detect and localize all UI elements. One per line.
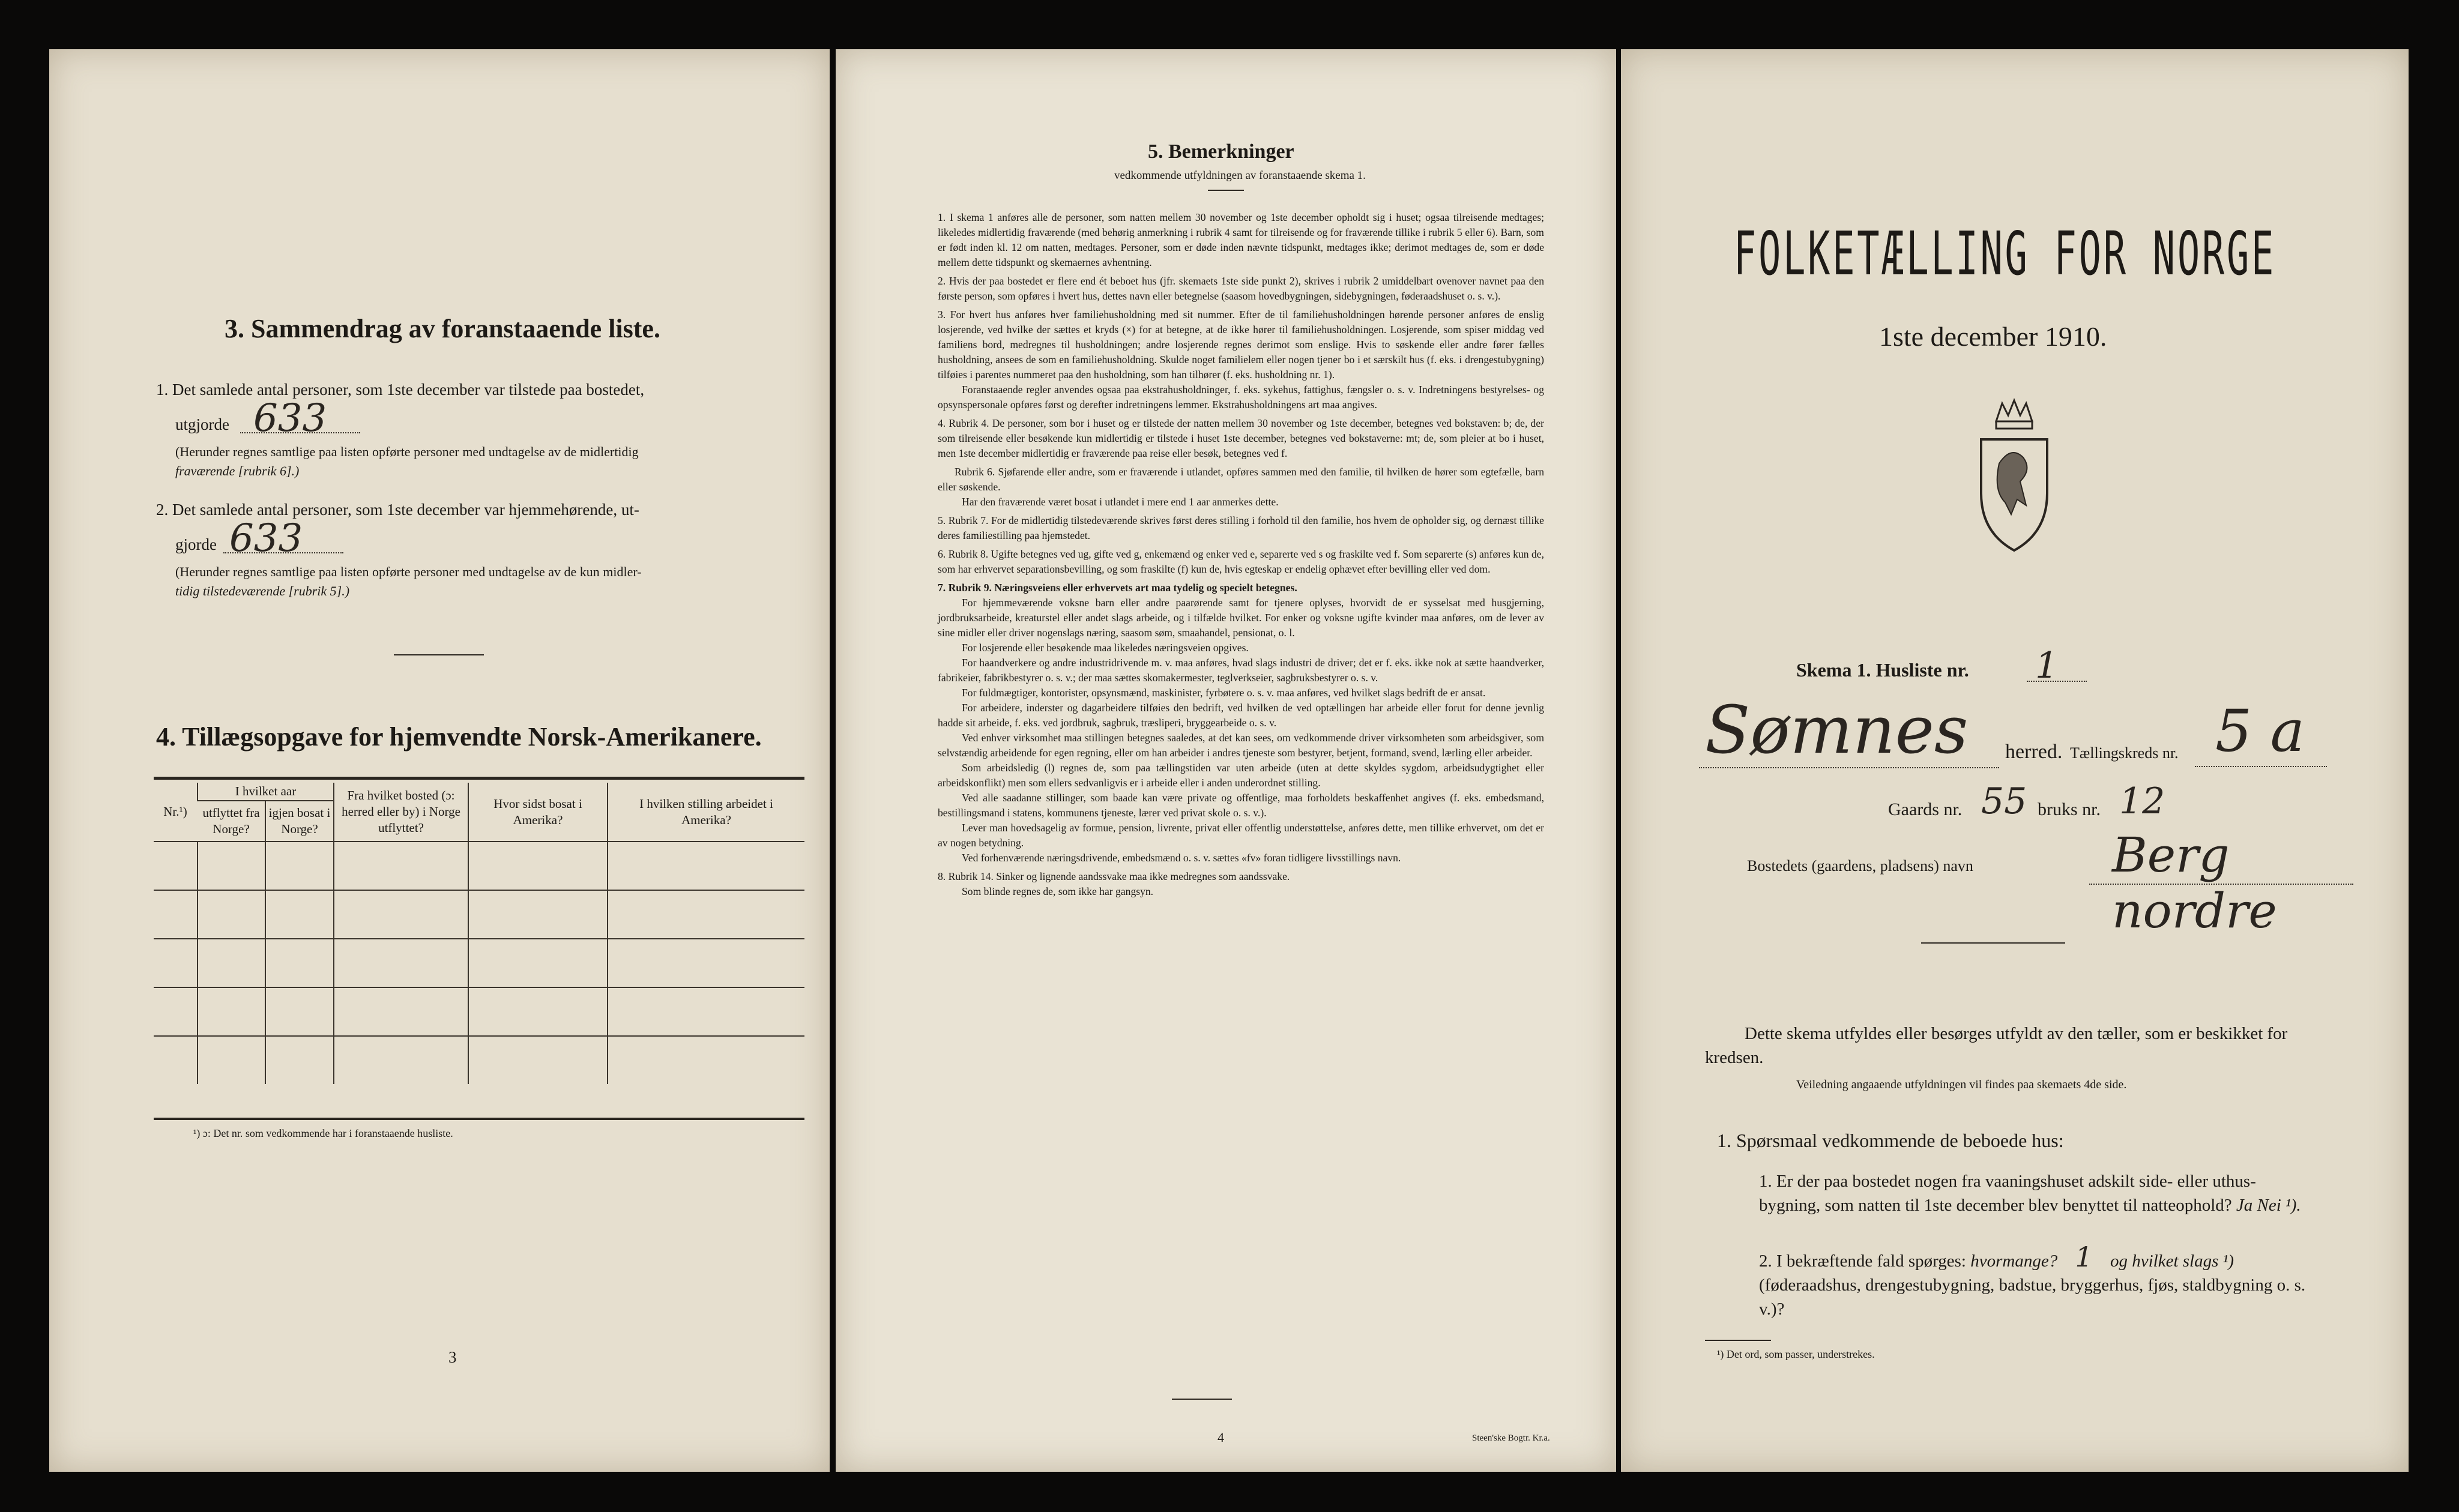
item1-utgjorde: utgjorde	[175, 415, 229, 433]
norsk-amerikanere-table	[154, 783, 804, 1084]
herred-value: Sømnes	[1705, 691, 1969, 768]
para-4b: Rubrik 6. Sjøfarende eller andre, som er fraværende i utlandet, opføres sammen med den familie, til hvilken de hører som egtefælle, barn eller søskende.	[938, 466, 1544, 493]
page-number: 3	[448, 1348, 457, 1366]
footnote: ¹) ɔ: Det nr. som vedkommende har i foranstaaende husliste.	[193, 1127, 453, 1139]
section4-title: 4. Tillægsopgave for hjemvendte Norsk-Amerikanere.	[156, 722, 762, 751]
herred-label: herred.	[2005, 741, 2063, 763]
bosted-label: Bostedets (gaardens, pladsens) navn	[1747, 857, 1973, 875]
para-7b: For losjerende eller besøkende maa likeledes næringsveien opgives.	[962, 642, 1249, 654]
item2-note2: tidig tilstedeværende [rubrik 5].)	[175, 583, 350, 598]
item1-note1: (Herunder regnes samtlige paa listen opførte personer med undtagelse av de midlertidig	[175, 444, 639, 459]
herred-dotline	[1699, 767, 1999, 768]
title-divider	[1208, 190, 1244, 191]
table-top-rule	[154, 777, 804, 780]
intro-note: Veiledning angaaende utfyldningen vil findes paa skemaets 4de side.	[1796, 1078, 2127, 1091]
gaards-value: 55	[1981, 780, 2027, 822]
para-7c: For haandverkere og andre industridrivende m. v. maa anføres, hvad slags industri de driver; det er f. eks. ikke nok at sætte haandverker, fabrikeier, fabrikbestyrer o. s. v.; der maa sættes skomakermester, teglverkseier, sagbruksbestyrer o. s. v.	[938, 657, 1544, 684]
bruks-value: 12	[2119, 780, 2165, 822]
kreds-dotline	[2195, 766, 2327, 767]
col-hvor: Hvor sidst bosat i Amerika?	[468, 783, 608, 842]
para-5: 5. Rubrik 7. For de midlertidig tilstedeværende skrives først deres stilling i forhold til den familie, hos hvem de opholder sig, og dernæst tillike deres familiestilling paa hjemstedet.	[938, 514, 1544, 541]
q1-2-text: 2. I bekræftende fald spørges:	[1759, 1251, 1966, 1271]
footnote-rule	[1705, 1340, 1771, 1341]
para-7i: Lever man hovedsagelig av formue, pension, livrente, privat eller offentlig understøttelse, anføres dette, men tillike erhvervet, om det er av nogen betydning.	[938, 822, 1544, 849]
q1-2-options: (føderaadshus, drengestubygning, badstue, bryggerhus, fjøs, staldbygning o. s. v.)?	[1759, 1276, 2306, 1319]
husliste-nr-value: 1	[2035, 645, 2059, 687]
col-fra: Fra hvilket bosted (ɔ: herred eller by) i Norge utflyttet?	[334, 783, 468, 842]
section3-title: 3. Sammendrag av foranstaaende liste.	[225, 314, 660, 343]
para-7j: Ved forhenværende næringsdrivende, embedsmænd o. s. v. sættes «fv» foran tidligere livsstillings navn.	[962, 852, 1401, 864]
q1-1	[1759, 1169, 2311, 1217]
printer-mark: Steen'ske Bogtr. Kr.a.	[1472, 1433, 1550, 1443]
skema-line: Skema 1. Husliste nr.	[1796, 659, 1969, 681]
husliste-dotline	[2027, 681, 2087, 682]
table-row	[154, 842, 804, 890]
item2-note1: (Herunder regnes samtlige paa listen opførte personer med undtagelse av de kun midler-	[175, 564, 642, 579]
q1-1-answer: Ja Nei ¹).	[2236, 1196, 2301, 1215]
para-1: 1. I skema 1 anføres alle de personer, som natten mellem 30 november og 1ste december opholdt sig i huset; ogsaa tilreisende medtages; likeledes midlertidig fraværende (med behørig anmerkning i rubrik 4 samt for tilreisende og for fraværende tillike i rubrik 5 eller 6). Barn, som er født inden kl. 12 om natten, medtages. Personer, som er døde inden nævnte tidspunkt, medtages ikke; derimot medtages de, som er døde mellem dette tidspunkt og skemaernes avhentning.	[938, 211, 1544, 268]
para-3b: Foranstaaende regler anvendes ogsaa paa ekstrahusholdninger, f. eks. sykehus, fattighus, fængsler o. s. v. Indretningens bestyrelses- og opsynspersonale opføres først og derefter indretningens lemmer. Ekstrahusholdningens art maa angives.	[938, 384, 1544, 411]
bosted-dotline	[2089, 884, 2353, 885]
col-stilling: I hvilken stilling arbeidet i Amerika?	[608, 783, 804, 842]
coat-of-arms-icon	[1969, 397, 2059, 553]
para-6: 6. Rubrik 8. Ugifte betegnes ved ug, gifte ved g, enkemænd og enker ved e, separerte ved s og fraskilte ved f. Som separerte (s) anføres kun de, som har erhvervet separationsbevilling, og som fraskilte (f) kun de, hvis egteskap er endelig ophævet efter bevilling eller ved dom.	[938, 548, 1544, 575]
bottom-divider	[1172, 1399, 1232, 1400]
para-7: 7. Rubrik 9. Næringsveiens eller erhvervets art maa tydelig og specielt betegnes.	[938, 582, 1297, 594]
q1-2-hvormange: hvormange?	[1970, 1251, 2058, 1271]
item2-label: 2. Det samlede antal personer, som 1ste december var hjemmehørende, ut-	[156, 501, 639, 519]
q1-1-text: 1. Er der paa bostedet nogen fra vaaningshuset adskilt side- eller uthus-bygning, som natten til 1ste december blev benyttet til natteophold?	[1759, 1172, 2256, 1215]
page-3	[49, 49, 830, 1472]
item1-value: 633	[253, 396, 327, 441]
table-row	[154, 1036, 804, 1084]
table-bottom-rule	[154, 1118, 804, 1120]
bemerkninger-title: 5. Bemerkninger	[1148, 140, 1294, 163]
census-date: 1ste december 1910.	[1879, 321, 2107, 352]
para-4c: Har den fraværende været bosat i utlandet i mere end 1 aar anmerkes dette.	[962, 496, 1279, 508]
para-7h: Ved alle saadanne stillinger, som baade kan være private og offentlige, maa forholdets beskaffenhet angives (f. eks. embedsmand, bestillingsmand i statens, kommunens tjeneste, lærer ved privat skole o. s. v.).	[938, 792, 1544, 819]
para-8b: Som blinde regnes de, som ikke har gangsyn.	[962, 885, 1154, 897]
kreds-label: Tællingskreds nr.	[2070, 744, 2179, 762]
page-4	[836, 49, 1616, 1472]
bruks-label: bruks nr.	[2038, 800, 2101, 819]
main-title: FOLKETÆLLING FOR NORGE	[1734, 218, 2276, 289]
para-7e: For arbeidere, inderster og dagarbeidere tilføies den bedrift, ved hvilken de ved optællingen har arbeide eller forut for denne jevnlig hadde sit arbeide, f. eks. ved jordbruk, sagbruk, træsliperi, bryggearbeide o. s. v.	[938, 702, 1544, 729]
col-group-aar: I hvilket aar	[198, 783, 334, 801]
q1-2	[1759, 1241, 2311, 1321]
para-7g: Som arbeidsledig (l) regnes de, som paa tællingstiden var uten arbeide (uten at dette skyldes sygdom, arbeidsudygtighet eller arbeidskonflikt) men som ellers sedvanligvis er i arbeide eller i anden underordnet stilling.	[938, 762, 1544, 789]
q1-2-hvilket: og hvilket slags ¹)	[2110, 1251, 2234, 1271]
col-nr: Nr.¹)	[154, 783, 198, 842]
bemerkninger-body	[938, 210, 1544, 899]
kreds-value: 5 a	[2215, 697, 2305, 765]
para-2: 2. Hvis der paa bostedet er flere end ét beboet hus (jfr. skemaets 1ste side punkt 2), skrives i rubrik 2 umiddelbart ovenover navnet paa den første person, som opføres i hvert hus, dettes navn eller betegnelse (saasom hovedbygningen, sidebygningen, føderaadshuset o. s. v.).	[938, 275, 1544, 302]
para-7f: Ved enhver virksomhet maa stillingen betegnes saaledes, at det kan sees, om vedkommende driver virksomheten som arbeidsgiver, som selvstændig arbeidende for egen regning, eller om han arbeider i andres tjeneste som bestyrer, betjent, formand, svend, lærling eller arbeider.	[938, 732, 1544, 759]
item2-value: 633	[229, 516, 303, 561]
col-igjen: igjen bosat i Norge?	[265, 801, 334, 842]
para-7a: For hjemmeværende voksne barn eller andre paarørende samt for tjenere oplyses, hvorvidt de er sysselsat med husgjerning, jordbruksarbeide, kreaturstel eller andet slags arbeide, og i tilfælde hvilket. For enker og voksne ugifte kvinder maa anføres, om de lever av sine midler eller driver nogenslags næring, saasom søm, smaahandel, pensionat, o. l.	[938, 597, 1544, 639]
para-4: 4. Rubrik 4. De personer, som bor i huset og er tilstede der natten mellem 30 november og 1ste december, betegnes ved bokstaven: b; de, der som tilreisende eller besøkende kun midlertidig er tilstede i huset 1ste december, betegnes ved bokstaverne: mt; de, som pleier at bo i huset, men 1ste december midlertidig er fraværende paa reise eller besøk, betegnes ved f.	[938, 417, 1544, 459]
page-number: 4	[1217, 1430, 1224, 1445]
ornament-divider	[1921, 942, 2065, 944]
item1-dotline	[240, 432, 360, 433]
q1-title: 1. Spørsmaal vedkommende de beboede hus:	[1717, 1130, 2064, 1151]
table-row	[154, 939, 804, 987]
item2-utgjorde: gjorde	[175, 535, 217, 553]
bosted-value: Berg nordre	[2112, 827, 2277, 939]
item1-note2: fraværende [rubrik 6].)	[175, 463, 300, 478]
item1-label: 1. Det samlede antal personer, som 1ste december var tilstede paa bostedet,	[156, 381, 645, 399]
col-utflyttet: utflyttet fra Norge?	[202, 806, 260, 836]
para-7d: For fuldmægtiger, kontorister, opsynsmænd, maskinister, fyrbøtere o. s. v. maa anføres, ved hvilket slags bedrift de er ansat.	[962, 687, 1486, 699]
footnote: ¹) Det ord, som passer, understrekes.	[1717, 1348, 1875, 1360]
divider	[394, 654, 484, 655]
table-row	[154, 987, 804, 1036]
para-8: 8. Rubrik 14. Sinker og lignende aandssvake maa ikke medregnes som aandssvake.	[938, 870, 1290, 882]
intro-text: Dette skema utfyldes eller besørges utfyldt av den tæller, som er beskikket for kredsen.	[1705, 1024, 2288, 1067]
item2-dotline	[223, 552, 343, 553]
page-1	[1621, 49, 2409, 1472]
gaards-label: Gaards nr.	[1888, 800, 1963, 819]
table-row	[154, 890, 804, 939]
para-3: 3. For hvert hus anføres hver familiehusholdning med sit nummer. Efter de til familiehusholdningen hørende personer anføres de enslig losjerende, ved hvilke der sættes et kryds (×) for at betegne, at de ikke hører til familiehusholdningen. Losjerende, som spiser middag ved familiens bord, medregnes til husholdningen; andre losjerende regnes derimot som enslige. Hvis to søskende eller andre fører fælles husholdning, ansees de som en familiehusholdning. Skulde noget familielem eller nogen tjener bo i et særskilt hus (f. eks. i drengestubygning) tilføies i parentes nummeret paa den husholdning, som han tilhører (f. eks. husholdning nr. 1).	[938, 309, 1544, 381]
q1-2-hvormange-value: 1	[2075, 1241, 2093, 1273]
bemerkninger-subtitle: vedkommende utfyldningen av foranstaaende skema 1.	[1114, 169, 1366, 182]
